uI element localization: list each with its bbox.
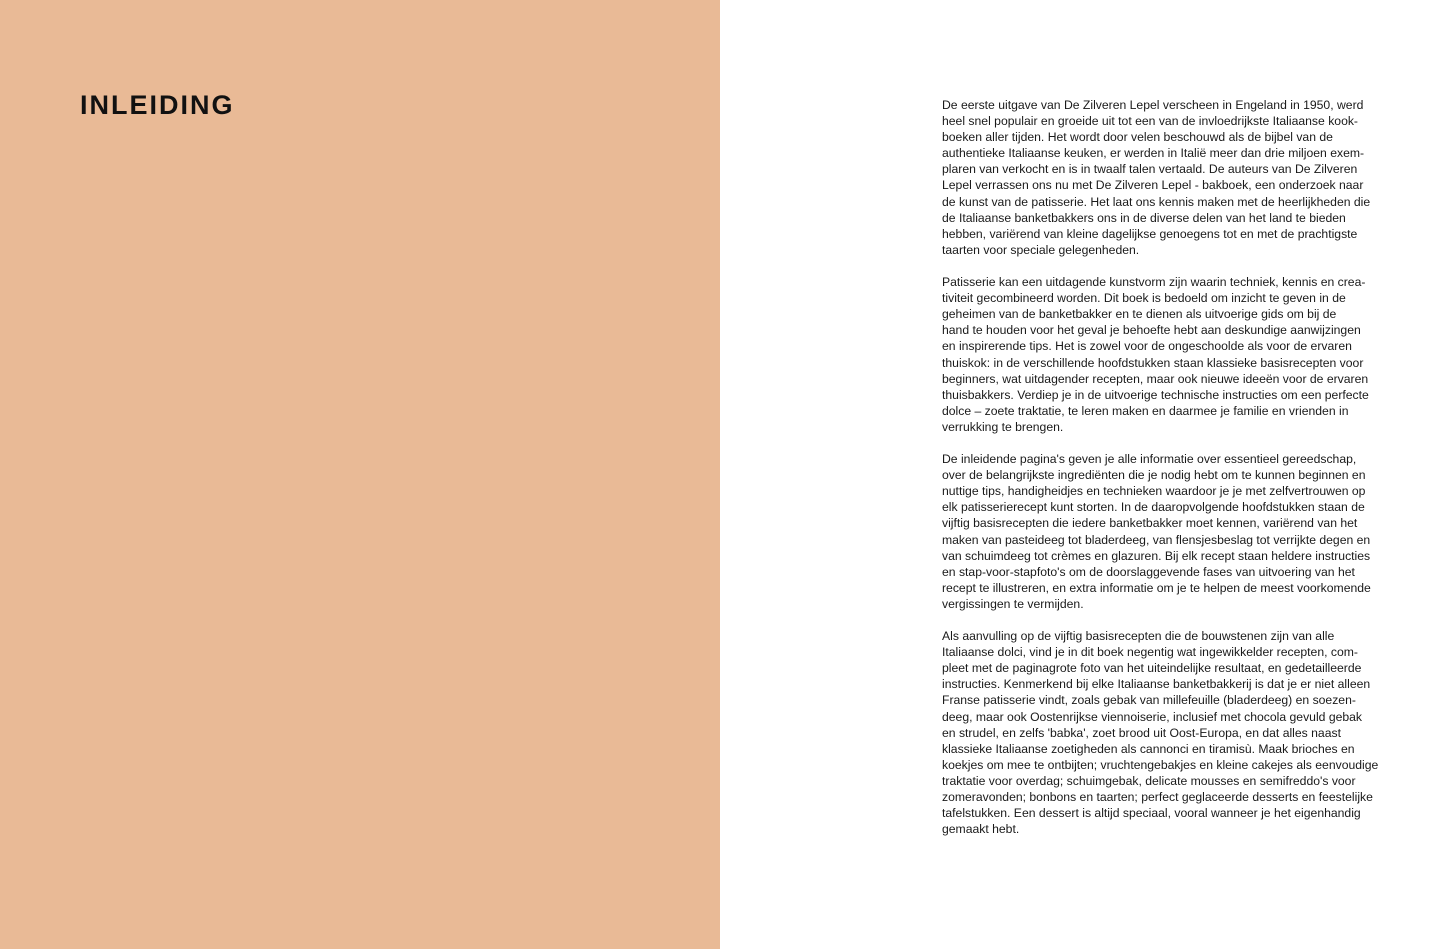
- paragraph: [942, 451, 1404, 612]
- text-line: gemaakt hebt.: [942, 822, 1020, 837]
- text-line: hebben, variërend van kleine dagelijkse genoegens tot en met de prachtigste: [942, 226, 1358, 241]
- text-line: zomeravonden; bonbons en taarten; perfect geglaceerde desserts en feestelijke: [942, 790, 1373, 805]
- paragraph: [942, 97, 1404, 258]
- text-line: verrukking te brengen.: [942, 419, 1064, 434]
- text-line: thuisbakkers. Verdiep je in de uitvoerige technische instructies om een perfecte: [942, 387, 1369, 402]
- text-line: koekjes om mee te ontbijten; vruchtengebakjes en kleine cakejes als eenvoudige: [942, 757, 1379, 772]
- right-page: [720, 0, 1440, 949]
- text-line: dolce – zoete traktatie, te leren maken en daarmee je familie en vrienden in: [942, 403, 1349, 418]
- text-line: De eerste uitgave van De Zilveren Lepel verscheen in Engeland in 1950, werd: [942, 98, 1364, 112]
- text-line: de Italiaanse banketbakkers ons in de diverse delen van het land te bieden: [942, 210, 1346, 225]
- text-line: geheimen van de banketbakker en te dienen als uitvoerige gids om bij de: [942, 307, 1337, 322]
- text-line: Als aanvulling op de vijftig basisrecepten die de bouwstenen zijn van alle: [942, 629, 1335, 644]
- text-line: thuiskok: in de verschillende hoofdstukken staan klassieke basisrecepten voor: [942, 355, 1364, 370]
- text-line: boeken aller tijden. Het wordt door velen beschouwd als de bijbel van de: [942, 130, 1333, 145]
- page-title: INLEIDING: [80, 90, 235, 120]
- text-line: elk patisserierecept kunt storten. In de daaropvolgende hoofdstukken staan de: [942, 500, 1365, 515]
- text-line: Lepel verrassen ons nu met De Zilveren Lepel - bakboek, een onderzoek naar: [942, 178, 1364, 193]
- text-line: tafelstukken. Een dessert is altijd speciaal, vooral wanneer je het eigenhandig: [942, 806, 1361, 821]
- text-line: de kunst van de patisserie. Het laat ons kennis maken met de heerlijkheden die: [942, 194, 1371, 209]
- text-line: heel snel populair en groeide uit tot een van de invloedrijkste Italiaanse kook-: [942, 114, 1358, 129]
- text-line: tiviteit gecombineerd worden. Dit boek is bedoeld om inzicht te geven in de: [942, 291, 1346, 306]
- text-line: taarten voor speciale gelegenheden.: [942, 242, 1140, 257]
- text-line: beginners, wat uitdagender recepten, maar ook nieuwe ideeën voor de ervaren: [942, 371, 1369, 386]
- text-line: over de belangrijkste ingrediënten die je nodig hebt om te kunnen beginnen en: [942, 468, 1366, 483]
- text-line: traktatie voor overdag; schuimgebak, delicate mousses en semifreddo's voor: [942, 773, 1356, 788]
- text-line: Italiaanse dolci, vind je in dit boek negentig wat ingewikkelder recepten, com-: [942, 645, 1358, 660]
- text-line: authentieke Italiaanse keuken, er werden in Italië meer dan drie miljoen exem-: [942, 146, 1365, 161]
- text-line: instructies. Kenmerkend bij elke Italiaanse banketbakkerij is dat je er niet alleen: [942, 677, 1371, 692]
- text-line: en stap-voor-stapfoto's om de doorslaggevende fases van uitvoering van het: [942, 564, 1355, 579]
- text-line: en inspirerende tips. Het is zowel voor de ongeschoolde als voor de ervaren: [942, 339, 1352, 354]
- text-line: recept te illustreren, en extra informatie om je te helpen de meest voorkomende: [942, 580, 1371, 595]
- text-line: vijftig basisrecepten die iedere banketbakker moet kennen, variërend van het: [942, 516, 1358, 531]
- text-line: plaren van verkocht en is in twaalf talen vertaald. De auteurs van De Zilveren: [942, 162, 1358, 177]
- paragraph: [942, 274, 1404, 435]
- text-line: pleet met de paginagrote foto van het uiteindelijke resultaat, en gedetailleerde: [942, 661, 1362, 676]
- body-text: [942, 97, 1404, 853]
- text-line: maken van pasteideeg tot bladerdeeg, van flensjesbeslag tot verrijkte degen en: [942, 532, 1371, 547]
- text-line: De inleidende pagina's geven je alle informatie over essentieel gereedschap,: [942, 452, 1357, 467]
- text-line: van schuimdeeg tot crèmes en glazuren. Bij elk recept staan heldere instructies: [942, 548, 1371, 563]
- text-line: vergissingen te vermijden.: [942, 596, 1084, 611]
- text-line: Franse patisserie vindt, zoals gebak van millefeuille (bladerdeeg) en soezen-: [942, 693, 1356, 708]
- text-line: Patisserie kan een uitdagende kunstvorm zijn waarin techniek, kennis en crea-: [942, 275, 1366, 290]
- text-line: klassieke Italiaanse zoetigheden als cannonci en tiramisù. Maak brioches en: [942, 741, 1355, 756]
- text-line: deeg, maar ook Oostenrijkse viennoiserie, inclusief met chocola gevuld gebak: [942, 709, 1363, 724]
- text-line: nuttige tips, handigheidjes en technieken waardoor je je met zelfvertrouwen op: [942, 484, 1366, 499]
- text-line: en strudel, en zelfs 'babka', zoet brood uit Oost-Europa, en dat alles naast: [942, 725, 1341, 740]
- text-line: hand te houden voor het geval je behoefte hebt aan deskundige aanwijzingen: [942, 323, 1361, 338]
- paragraph: [942, 628, 1404, 837]
